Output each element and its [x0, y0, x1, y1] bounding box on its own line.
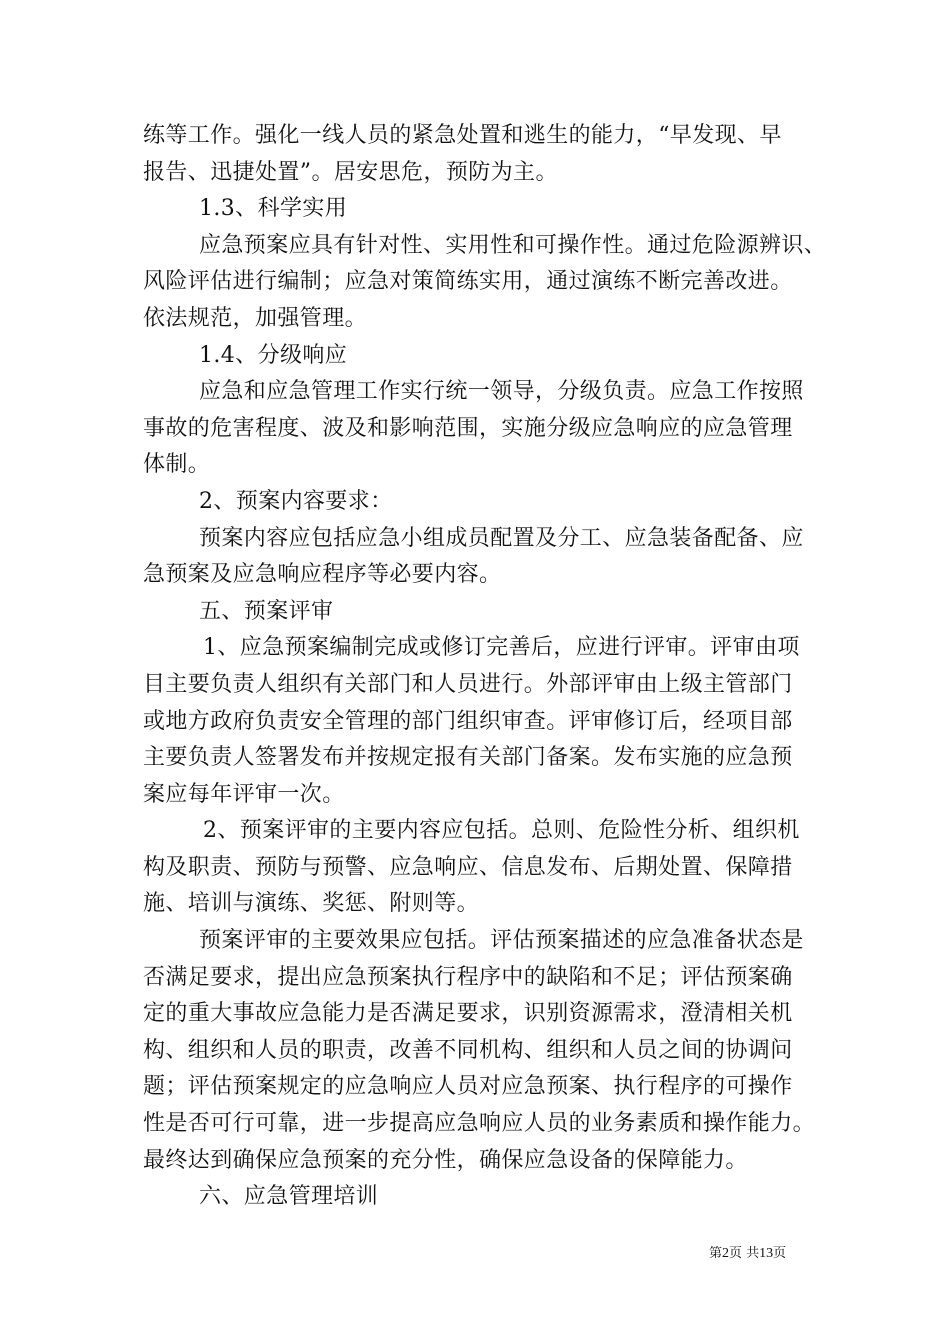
body-line: 依法规范，加强管理。: [143, 305, 368, 331]
section-heading: 1.3、科学实用: [199, 196, 348, 222]
page-number-footer: [709, 1245, 786, 1263]
body-line: 报告、迅捷处置”。居安思危，预防为主。: [143, 159, 558, 185]
current-page-number: 2: [722, 1246, 730, 1261]
body-line: 案应每年评审一次。: [143, 781, 345, 807]
body-line: 否满足要求，提出应急预案执行程序中的缺陷和不足；评估预案确: [143, 964, 793, 990]
body-line: 题；评估预案规定的应急响应人员对应急预案、执行程序的可操作: [143, 1074, 793, 1100]
body-line: 1、应急预案编制完成或修订完善后，应进行评审。评审由项: [203, 635, 800, 661]
body-line: 2、预案评审的主要内容应包括。总则、危险性分析、组织机: [203, 818, 800, 844]
footer-prefix: 第: [709, 1246, 723, 1261]
body-line: 构及职责、预防与预警、应急响应、信息发布、后期处置、保障措: [143, 854, 793, 880]
body-line: 急预案及应急响应程序等必要内容。: [143, 562, 502, 588]
footer-suffix: 页: [773, 1246, 787, 1261]
body-line: 练等工作。强化一线人员的紧急处置和逃生的能力，“早发现、早: [143, 123, 782, 148]
body-line: 主要负责人签署发布并按规定报有关部门备案。发布实施的应急预: [143, 745, 793, 771]
body-line: 最终达到确保应急预案的充分性，确保应急设备的保障能力。: [143, 1147, 748, 1173]
body-line: 预案评审的主要效果应包括。评估预案描述的应急准备状态是: [199, 928, 804, 954]
section-heading: 1.4、分级响应: [199, 342, 348, 368]
body-line: 目主要负责人组织有关部门和人员进行。外部评审由上级主管部门: [143, 671, 793, 697]
body-line: 事故的危害程度、波及和影响范围，实施分级应急响应的应急管理: [143, 415, 793, 441]
body-line: 风险评估进行编制；应急对策简练实用，通过演练不断完善改进。: [143, 269, 793, 295]
body-line: 预案内容应包括应急小组成员配置及分工、应急装备配备、应: [199, 525, 804, 551]
body-line: 构、组织和人员的职责，改善不同机构、组织和人员之间的协调问: [143, 1037, 793, 1063]
body-line: 或地方政府负责安全管理的部门组织审查。评审修订后，经项目部: [143, 708, 793, 734]
body-line: 应急预案应具有针对性、实用性和可操作性。通过危险源辨识、: [199, 232, 827, 258]
body-line: 应急和应急管理工作实行统一领导，分级负责。应急工作按照: [199, 379, 804, 405]
footer-middle: 页 共: [729, 1246, 760, 1261]
section-heading: 2、预案内容要求：: [199, 488, 393, 514]
section-heading: 五、预案评审: [199, 598, 334, 624]
total-pages-number: 13: [759, 1246, 774, 1261]
body-line: 定的重大事故应急能力是否满足要求，识别资源需求，澄清相关机: [143, 1001, 793, 1027]
body-line: 性是否可行可靠，进一步提高应急响应人员的业务素质和操作能力。: [143, 1111, 816, 1137]
section-heading: 六、应急管理培训: [199, 1184, 379, 1210]
document-body: [143, 118, 827, 1216]
body-line: 体制。: [143, 452, 211, 478]
body-line: 施、培训与演练、奖惩、附则等。: [143, 891, 480, 917]
